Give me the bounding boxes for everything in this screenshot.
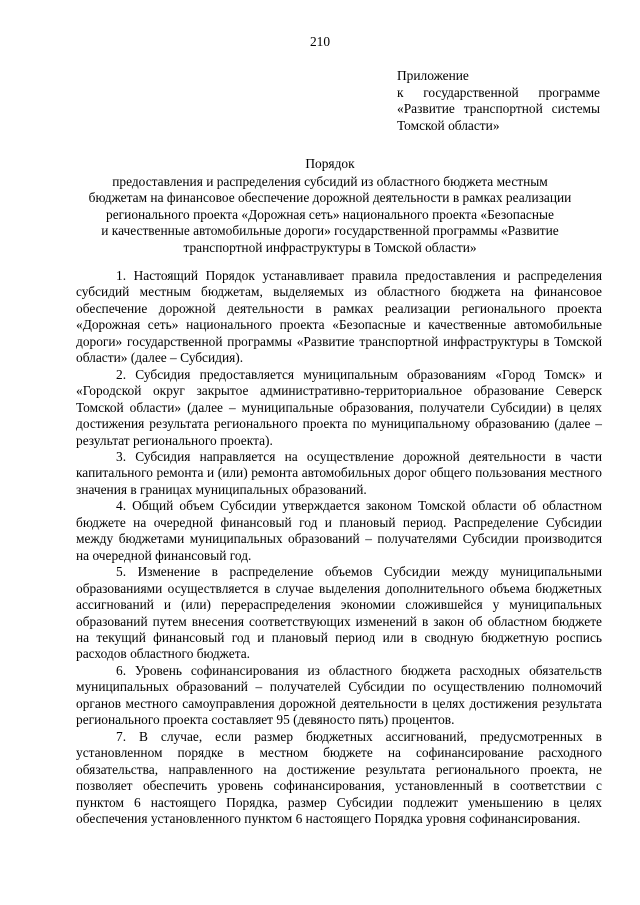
appendix-line: «Развитие транспортной системы [397, 101, 600, 116]
paragraph-4: 4. Общий объем Субсидии утверждается законом Томской области об областном бюджете на очередной финансовый год и плановый период. Распределение Субсидии между бюджетами муниципальных образований – получателями Субсидии производится на очередной финансовый год. [76, 498, 602, 563]
page-number: 210 [309, 34, 331, 49]
title-line: предоставления и распределения субсидий из областного бюджета местным [112, 173, 548, 189]
paragraph-3: 3. Субсидия направляется на осуществление дорожной деятельности в части капитального ремонта и (или) ремонта автомобильных дорог общего пользования местного значения в границах муниципальных образований. [76, 448, 602, 497]
title-heading: Порядок [305, 156, 355, 171]
document-title [60, 156, 600, 256]
appendix-line: к государственной программе [397, 84, 600, 100]
paragraph-6: 6. Уровень софинансирования из областного бюджета расходных обязательств муниципальных образований – получателей Субсидии по осуществлению полномочий органов местного самоуправления дорожной деятельности в целях достижения результата регионального проекта составляет 95 (девяносто пять) процентов. [76, 662, 602, 728]
paragraph-2: 2. Субсидия предоставляется муниципальным образованиям «Город Томск» и «Городской округ закрытое административно-территориальное образование Северск Томской области» (далее – муниципальные образования, получатели Субсидии) в целях достижения результата регионального проекта по муниципальному образованию (далее – результат регионального проекта). [76, 366, 602, 448]
paragraph-7: 7. В случае, если размер бюджетных ассигнований, предусмотренных в установленном порядке в местном бюджете на софинансирование расходного обязательства, направленного на достижение результата регионального проекта, не позволяет обеспечить уровень софинансирования, установленный в соответствии с пунктом 6 настоящего Порядка, размер Субсидии подлежит уменьшению в целях обеспечения установленного пунктом 6 настоящего Порядка уровня софинансирования. [76, 728, 602, 826]
paragraph-1: 1. Настоящий Порядок устанавливает правила предоставления и распределения субсидий местным бюджетам, выделяемых из областного бюджета на финансовое обеспечение дорожной деятельности в рамках реализации регионального проекта «Дорожная сеть» национального проекта «Безопасные и качественные автомобильные дороги» государственной программы «Развитие транспортной инфраструктуры в Томской области» (далее – Субсидия). [76, 268, 602, 366]
paragraph-5: 5. Изменение в распределение объемов Субсидии между муниципальными образованиями осуществляется в случае выделения дополнительного объема бюджетных ассигнований и (или) перераспределения экономии сложившейся у муниципальных образований путем внесения соответствующих изменений в закон об областном бюджете на текущий финансовый год и плановый период или в сводную бюджетную роспись расходов областного бюджета. [76, 564, 602, 662]
appendix-line: Приложение [397, 68, 469, 83]
title-line: бюджетам на финансовое обеспечение дорожной деятельности в рамках реализации [88, 190, 572, 205]
title-line: и качественные автомобильные дороги» государственной программы «Развитие [101, 223, 559, 238]
title-line: транспортной инфраструктуры в Томской области» [183, 239, 477, 255]
title-line: регионального проекта «Дорожная сеть» национального проекта «Безопасные [106, 206, 554, 222]
appendix-line: Томской области» [397, 117, 500, 133]
document-body [76, 268, 602, 827]
appendix-note [397, 68, 600, 134]
